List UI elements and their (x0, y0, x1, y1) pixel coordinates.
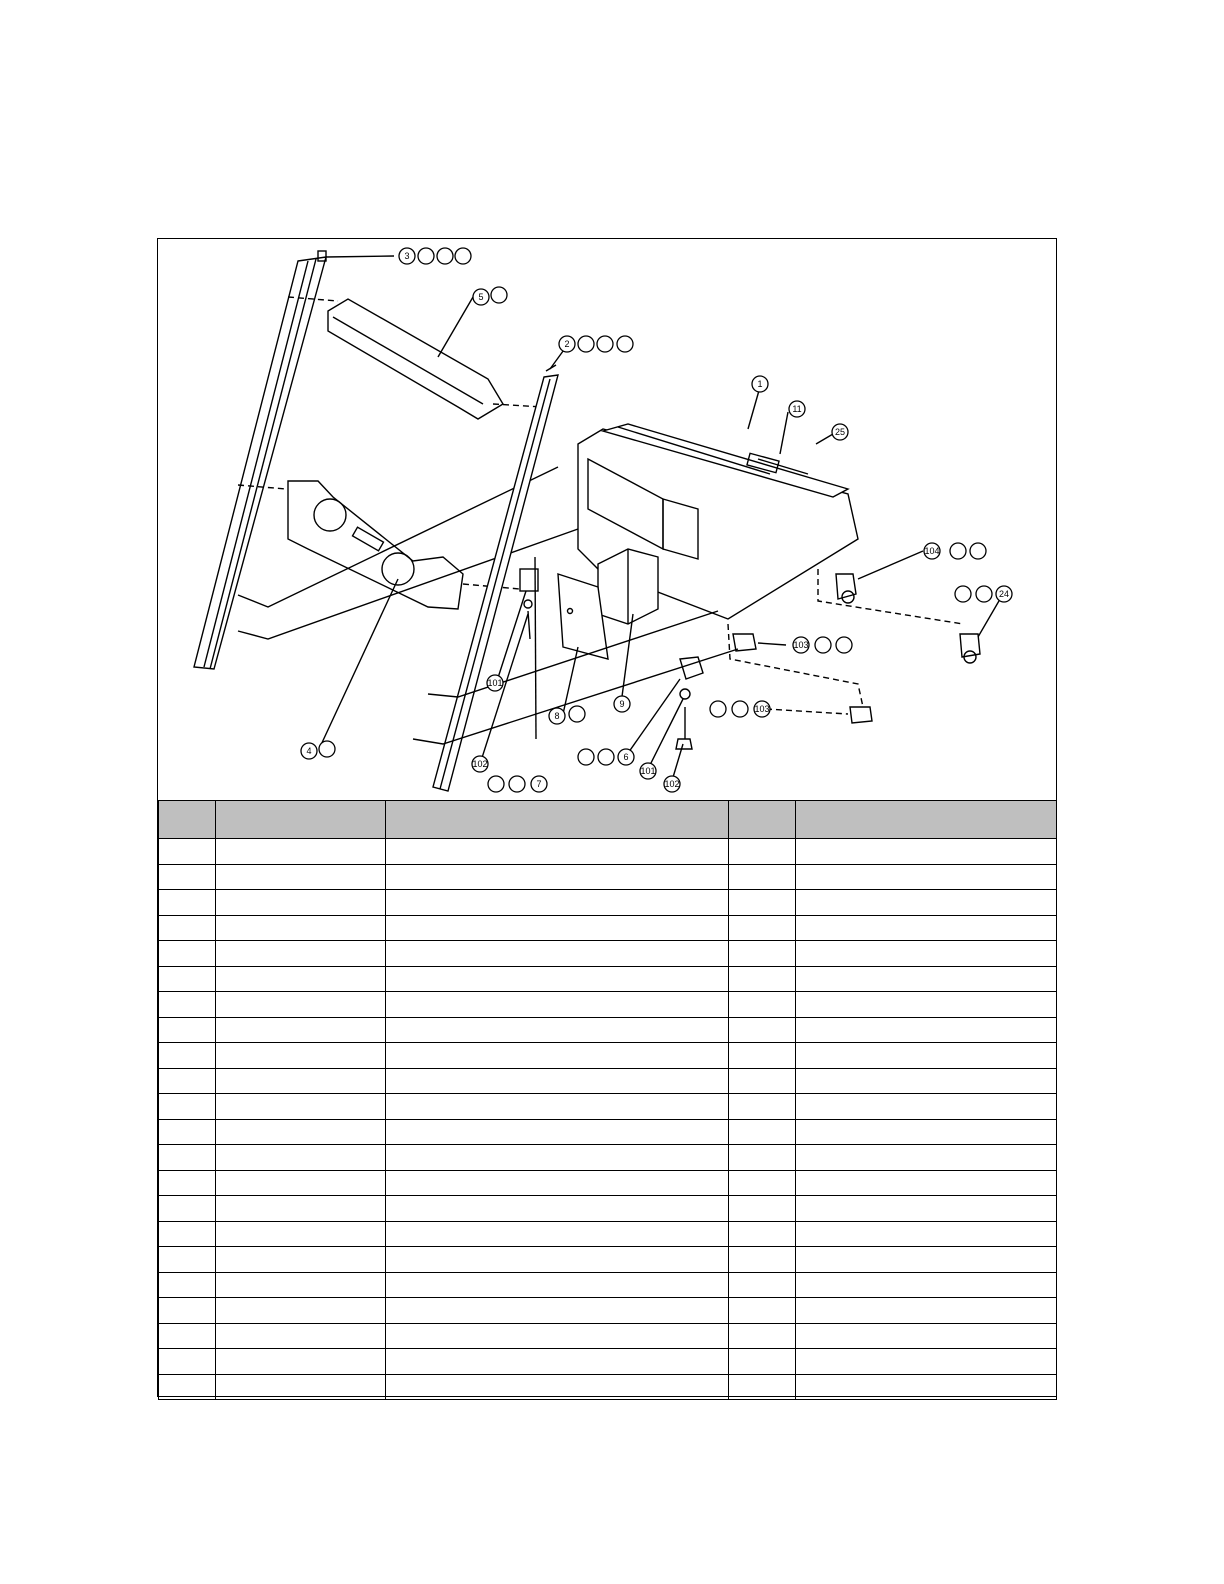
table-cell (729, 915, 796, 941)
svg-text:25: 25 (834, 427, 846, 437)
table-cell (796, 1145, 1057, 1171)
table-row (159, 864, 1057, 890)
table-row (159, 1145, 1057, 1171)
table-cell (386, 839, 729, 865)
table-cell (159, 1170, 216, 1196)
table-cell (216, 1247, 386, 1273)
svg-text:11: 11 (792, 404, 802, 414)
table-cell (386, 1196, 729, 1222)
table-cell (386, 915, 729, 941)
table-cell (386, 1145, 729, 1171)
header-cell (216, 801, 386, 839)
table-row (159, 1170, 1057, 1196)
lower-speaker-panel (238, 481, 520, 609)
table-row (159, 992, 1057, 1018)
table-cell (729, 1349, 796, 1375)
table-cell (796, 1068, 1057, 1094)
callout-104 (924, 543, 986, 559)
svg-text:9: 9 (619, 699, 625, 709)
table-cell (386, 941, 729, 967)
table-cell (216, 966, 386, 992)
table-cell (159, 1068, 216, 1094)
table-cell (796, 864, 1057, 890)
table-cell (216, 1221, 386, 1247)
table-cell (159, 1374, 216, 1400)
table-cell (729, 1145, 796, 1171)
table-cell (729, 1221, 796, 1247)
table-cell (159, 1043, 216, 1069)
table-row (159, 1298, 1057, 1324)
table-cell (796, 966, 1057, 992)
table-cell (159, 1272, 216, 1298)
table-cell (159, 890, 216, 916)
table-cell (796, 941, 1057, 967)
svg-text:102: 102 (664, 779, 680, 789)
table-row (159, 1221, 1057, 1247)
table-cell (729, 992, 796, 1018)
svg-text:24: 24 (998, 589, 1010, 599)
callout-103-lower (710, 701, 770, 717)
table-row (159, 1323, 1057, 1349)
table-cell (216, 1272, 386, 1298)
svg-text:1: 1 (757, 379, 763, 389)
callout-4 (301, 741, 335, 759)
table-row (159, 1349, 1057, 1375)
table-cell (216, 1094, 386, 1120)
table-cell (216, 1323, 386, 1349)
table-cell (216, 915, 386, 941)
table-cell (159, 992, 216, 1018)
table-cell (159, 1221, 216, 1247)
table-cell (216, 1374, 386, 1400)
table-cell (729, 1170, 796, 1196)
parts-list-table (158, 800, 1057, 1400)
table-cell (729, 864, 796, 890)
table-cell (729, 1196, 796, 1222)
table-cell (159, 1247, 216, 1273)
svg-text:7: 7 (536, 779, 542, 789)
right-hinge-stack (676, 657, 703, 749)
table-cell (796, 1170, 1057, 1196)
table-cell (729, 966, 796, 992)
table-cell (386, 1221, 729, 1247)
table-cell (729, 890, 796, 916)
upper-crossbar (288, 297, 543, 419)
svg-text:104: 104 (924, 546, 940, 556)
table-row (159, 1374, 1057, 1400)
table-cell (159, 1349, 216, 1375)
svg-text:102: 102 (472, 759, 488, 769)
table-cell (729, 1298, 796, 1324)
svg-text:101: 101 (487, 678, 503, 688)
table-cell (386, 1272, 729, 1298)
caster-103-lower (850, 707, 872, 723)
svg-text:101: 101 (640, 766, 656, 776)
table-row (159, 1043, 1057, 1069)
table-cell (159, 966, 216, 992)
table-cell (386, 1349, 729, 1375)
table-cell (216, 1196, 386, 1222)
svg-text:8: 8 (554, 711, 560, 721)
table-cell (796, 1247, 1057, 1273)
table-cell (796, 1017, 1057, 1043)
table-cell (386, 1119, 729, 1145)
table-cell (216, 1145, 386, 1171)
table-cell (216, 1298, 386, 1324)
table-cell (796, 1221, 1057, 1247)
table-cell (159, 915, 216, 941)
table-cell (729, 1374, 796, 1400)
table-header-row (159, 801, 1057, 839)
table-cell (729, 941, 796, 967)
inner-drawer (598, 549, 658, 624)
table-row (159, 1068, 1057, 1094)
table-cell (159, 1017, 216, 1043)
table-cell (796, 1323, 1057, 1349)
table-row (159, 1247, 1057, 1273)
header-cell (386, 801, 729, 839)
table-cell (796, 992, 1057, 1018)
callout-7 (488, 776, 547, 792)
table-cell (729, 1094, 796, 1120)
table-cell (796, 1119, 1057, 1145)
callout-2 (559, 336, 633, 352)
table-row (159, 1017, 1057, 1043)
table-cell (216, 992, 386, 1018)
table-cell (386, 1094, 729, 1120)
table-row (159, 890, 1057, 916)
table-row (159, 1094, 1057, 1120)
table-cell (796, 915, 1057, 941)
table-cell (796, 1298, 1057, 1324)
table-cell (796, 1272, 1057, 1298)
exploded-view-diagram (158, 239, 1055, 800)
table-cell (216, 1349, 386, 1375)
svg-text:6: 6 (623, 752, 629, 762)
table-cell (729, 1043, 796, 1069)
table-body (159, 839, 1057, 1400)
table-cell (386, 1043, 729, 1069)
svg-text:2: 2 (564, 339, 570, 349)
table-cell (796, 1349, 1057, 1375)
table-cell (729, 1323, 796, 1349)
callout-3 (399, 248, 471, 264)
caster-24 (960, 634, 980, 663)
table-cell (386, 1170, 729, 1196)
table-cell (729, 1068, 796, 1094)
callout-24 (955, 586, 1012, 602)
header-cell (729, 801, 796, 839)
table-cell (159, 1145, 216, 1171)
table-cell (386, 1068, 729, 1094)
table-cell (796, 1043, 1057, 1069)
table-cell (216, 890, 386, 916)
table-cell (159, 1323, 216, 1349)
table-cell (216, 1119, 386, 1145)
svg-text:3: 3 (404, 251, 410, 261)
table-cell (159, 839, 216, 865)
table-cell (159, 941, 216, 967)
table-row (159, 966, 1057, 992)
table-cell (216, 1170, 386, 1196)
table-cell (729, 1017, 796, 1043)
callout-102-right (664, 776, 680, 792)
callout-102-left (472, 756, 488, 772)
left-rail (194, 251, 326, 669)
callout-5 (473, 287, 507, 305)
table-row (159, 1272, 1057, 1298)
callout-103 (793, 637, 852, 653)
table-cell (386, 864, 729, 890)
left-hinge-stack (520, 557, 538, 739)
parts-diagram-frame (157, 238, 1057, 1397)
svg-text:103: 103 (793, 640, 809, 650)
table-cell (386, 1323, 729, 1349)
table-cell (159, 1094, 216, 1120)
callout-6 (578, 749, 634, 765)
table-cell (216, 864, 386, 890)
table-cell (159, 864, 216, 890)
table-cell (386, 1374, 729, 1400)
callout-25 (832, 424, 848, 440)
callout-1 (752, 376, 768, 392)
svg-text:4: 4 (306, 746, 312, 756)
table-cell (796, 890, 1057, 916)
callout-101-left (487, 675, 503, 691)
table-row (159, 1119, 1057, 1145)
table-cell (216, 1017, 386, 1043)
table-cell (386, 1017, 729, 1043)
table-cell (159, 1119, 216, 1145)
table-row (159, 839, 1057, 865)
svg-text:5: 5 (478, 292, 484, 302)
table-cell (216, 941, 386, 967)
table-cell (386, 1247, 729, 1273)
table-cell (386, 1298, 729, 1324)
caster-104 (836, 574, 856, 603)
table-cell (159, 1196, 216, 1222)
table-cell (216, 839, 386, 865)
table-cell (729, 1272, 796, 1298)
table-cell (386, 890, 729, 916)
table-cell (796, 1374, 1057, 1400)
table-cell (216, 1068, 386, 1094)
table-cell (729, 1247, 796, 1273)
header-cell (796, 801, 1057, 839)
table-cell (796, 839, 1057, 865)
table-cell (386, 966, 729, 992)
callout-9 (614, 696, 630, 712)
table-row (159, 915, 1057, 941)
callout-8 (549, 706, 585, 724)
callout-101-right (640, 763, 656, 779)
callout-11 (789, 401, 805, 417)
table-cell (729, 839, 796, 865)
table-row (159, 1196, 1057, 1222)
table-cell (216, 1043, 386, 1069)
table-cell (386, 992, 729, 1018)
table-cell (796, 1196, 1057, 1222)
caster-103 (733, 634, 756, 651)
table-cell (796, 1094, 1057, 1120)
svg-text:103: 103 (754, 704, 770, 714)
table-row (159, 941, 1057, 967)
table-cell (159, 1298, 216, 1324)
table-cell (729, 1119, 796, 1145)
header-cell (159, 801, 216, 839)
